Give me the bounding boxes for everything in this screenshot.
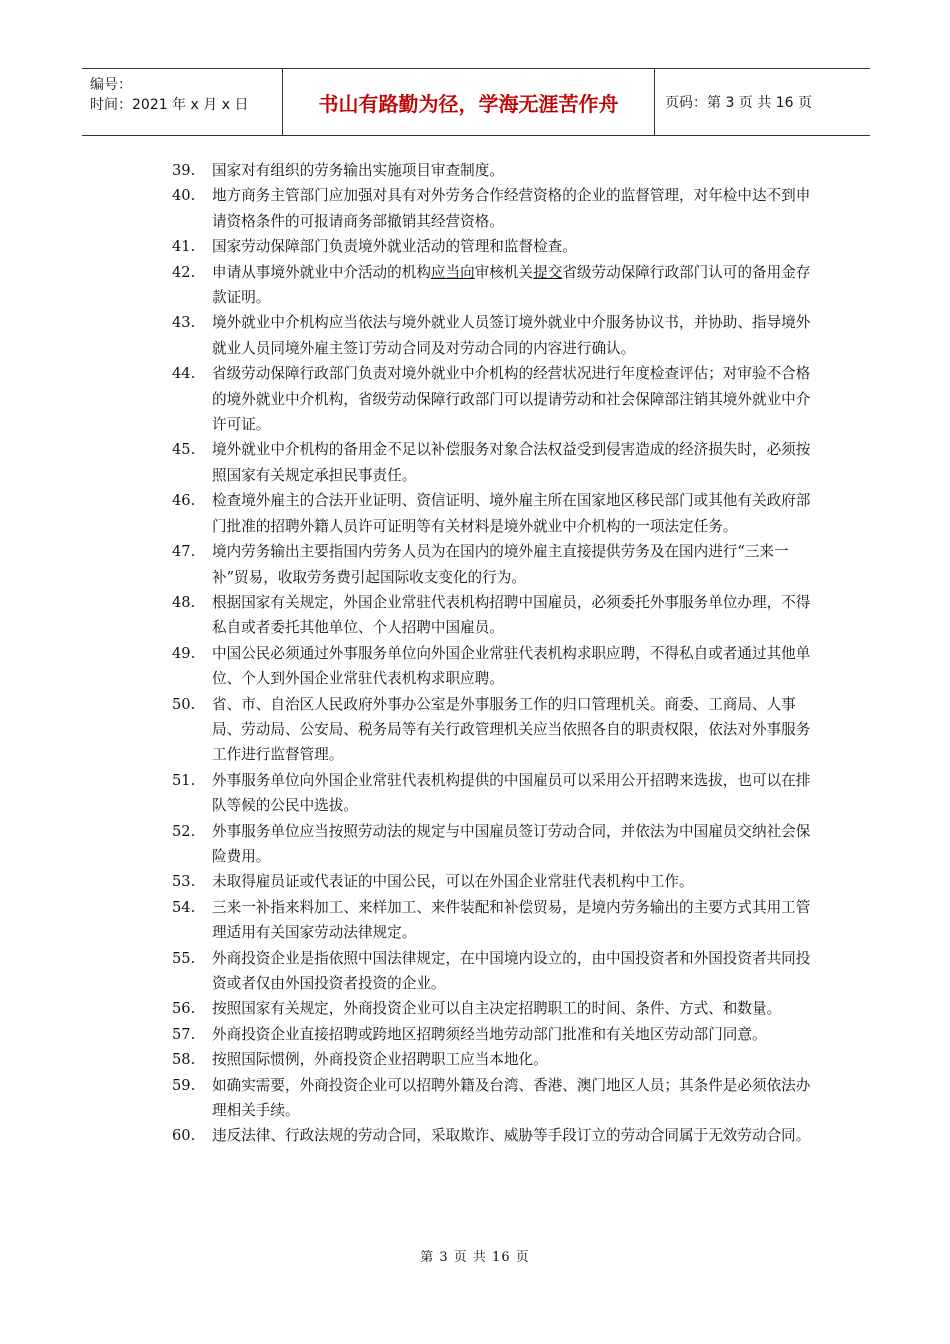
list-item: [172, 692, 812, 768]
list-item: [172, 895, 812, 946]
item-text: 检查境外雇主的合法开业证明、资信证明、境外雇主所在国家地区移民部门或其他有关政府部门批准的招聘外籍人员许可证明等有关材料是境外就业中介机构的一项法定任务。: [212, 492, 811, 535]
item-text: 国家对有组织的劳务输出实施项目审查制度。: [212, 162, 504, 179]
time-label: 时间：2021 年 x 月 x 日: [90, 97, 249, 113]
page-header: [82, 68, 870, 136]
item-text: 未取得雇员证或代表证的中国公民，可以在外国企业常驻代表机构中工作。: [212, 873, 694, 891]
list-item: [172, 768, 812, 819]
list-item: [172, 234, 812, 259]
item-number: 58.: [172, 1051, 196, 1069]
item-number: 44.: [172, 365, 196, 383]
item-text-part: 省级劳动保障行政部门认可的备用金存款证明。: [212, 263, 811, 307]
item-number: 47.: [172, 543, 196, 561]
page-code: 页码：第 3 页 共 16 页: [665, 95, 812, 111]
header-left-cell: [82, 69, 282, 135]
list-item: [172, 260, 812, 311]
item-text: [212, 260, 812, 311]
item-number: 42.: [172, 263, 196, 281]
list-item: [172, 641, 812, 692]
item-number: 53.: [172, 873, 196, 891]
list-item: [172, 1123, 812, 1148]
item-text: 三来一补指来料加工、来样加工、来件装配和补偿贸易，是境内劳务输出的主要方式其用工管理适用有关国家劳动法律规定。: [212, 898, 811, 942]
list-item: [172, 1047, 812, 1072]
item-number: 45.: [172, 441, 196, 459]
page-footer: 第 3 页 共 16 页: [420, 1250, 530, 1265]
item-number: 43.: [172, 314, 196, 332]
list-item: [172, 488, 812, 539]
list-item: [172, 539, 812, 590]
item-number: 60.: [172, 1127, 196, 1145]
item-number: 56.: [172, 1000, 196, 1018]
item-number: 46.: [172, 492, 196, 510]
item-text: 外商投资企业是指依照中国法律规定，在中国境内设立的，由中国投资者和外国投资者共同投资或者仅由外国投资者投资的企业。: [212, 949, 811, 992]
item-text-part: 审核机关: [474, 263, 534, 281]
item-text: 如确实需要，外商投资企业可以招聘外籍及台湾、香港、澳门地区人员；其条件是必须依法办理相关手续。: [212, 1076, 811, 1120]
item-number: 52.: [172, 822, 196, 840]
number-label: 编号：: [90, 77, 132, 93]
item-text: 外事服务单位向外国企业常驻代表机构提供的中国雇员可以采用公开招聘来选拔，也可以在排队等候的公民中选拔。: [212, 771, 811, 815]
underlined-text: 应当向: [430, 263, 475, 281]
item-text-part: 申请从事境外就业中介活动的机构: [212, 263, 431, 281]
item-number: 41.: [172, 238, 196, 256]
item-text: 境外就业中介机构应当依法与境外就业人员签订境外就业中介服务协议书，并协助、指导境外就业人员同境外雇主签订劳动合同及对劳动合同的内容进行确认。: [212, 314, 811, 357]
question-list: [172, 158, 812, 1149]
item-text: 根据国家有关规定，外国企业常驻代表机构招聘中国雇员，必须委托外事服务单位办理，不得私自或者委托其他单位、个人招聘中国雇员。: [212, 593, 811, 637]
underlined-text: 提交: [533, 263, 563, 281]
list-item: [172, 1022, 812, 1047]
item-text: 违反法律、行政法规的劳动合同，采取欺诈、威胁等手段订立的劳动合同属于无效劳动合同。: [212, 1127, 811, 1145]
list-item: [172, 361, 812, 437]
list-item: [172, 183, 812, 234]
item-text: 按照国家有关规定，外商投资企业可以自主决定招聘职工的时间、条件、方式、和数量。: [212, 1000, 782, 1018]
item-text: 外事服务单位应当按照劳动法的规定与中国雇员签订劳动合同，并依法为中国雇员交纳社会保险费用。: [212, 822, 811, 865]
motto: 书山有路勤为径，学海无涯苦作舟: [282, 69, 655, 135]
item-number: 51.: [172, 771, 196, 789]
item-text: 境外就业中介机构的备用金不足以补偿服务对象合法权益受到侵害造成的经济损失时，必须按照国家有关规定承担民事责任。: [212, 441, 811, 484]
item-number: 54.: [172, 898, 196, 916]
item-text: 境内劳务输出主要指国内劳务人员为在国内的境外雇主直接提供劳务及在国内进行“三来一补”贸易，收取劳务费引起国际收支变化的行为。: [212, 543, 789, 586]
item-text: 地方商务主管部门应加强对具有对外劳务合作经营资格的企业的监督管理，对年检中达不到申请资格条件的可报请商务部撤销其经营资格。: [212, 187, 811, 230]
item-number: 57.: [172, 1025, 196, 1043]
list-item: [172, 819, 812, 870]
list-item: [172, 1073, 812, 1124]
item-number: 40.: [172, 187, 196, 205]
item-text: 外商投资企业直接招聘或跨地区招聘须经当地劳动部门批准和有关地区劳动部门同意。: [212, 1025, 767, 1043]
item-number: 39.: [172, 162, 196, 179]
item-text: 省、市、自治区人民政府外事办公室是外事服务工作的归口管理机关。商委、工商局、人事局、劳动局、公安局、税务局等有关行政管理机关应当依照各自的职责权限，依法对外事服务工作进行监督管理。: [212, 695, 811, 764]
item-number: 55.: [172, 949, 196, 967]
item-text: 国家劳动保障部门负责境外就业活动的管理和监督检查。: [212, 238, 577, 256]
item-number: 50.: [172, 695, 196, 713]
list-item: [172, 946, 812, 997]
item-number: 48.: [172, 593, 196, 611]
list-item: [172, 158, 812, 183]
item-text: 省级劳动保障行政部门负责对境外就业中介机构的经营状况进行年度检查评估；对审验不合格的境外就业中介机构，省级劳动保障行政部门可以提请劳动和社会保障部注销其境外就业中介许可证。: [212, 365, 811, 434]
item-number: 59.: [172, 1076, 196, 1094]
list-item: [172, 869, 812, 894]
list-item: [172, 996, 812, 1021]
list-item: [172, 590, 812, 641]
list-item: [172, 310, 812, 361]
item-text: 中国公民必须通过外事服务单位向外国企业常驻代表机构求职应聘，不得私自或者通过其他单位、个人到外国企业常驻代表机构求职应聘。: [212, 644, 811, 688]
item-number: 49.: [172, 644, 196, 662]
item-text: 按照国际惯例，外商投资企业招聘职工应当本地化。: [212, 1051, 548, 1069]
list-item: [172, 437, 812, 488]
